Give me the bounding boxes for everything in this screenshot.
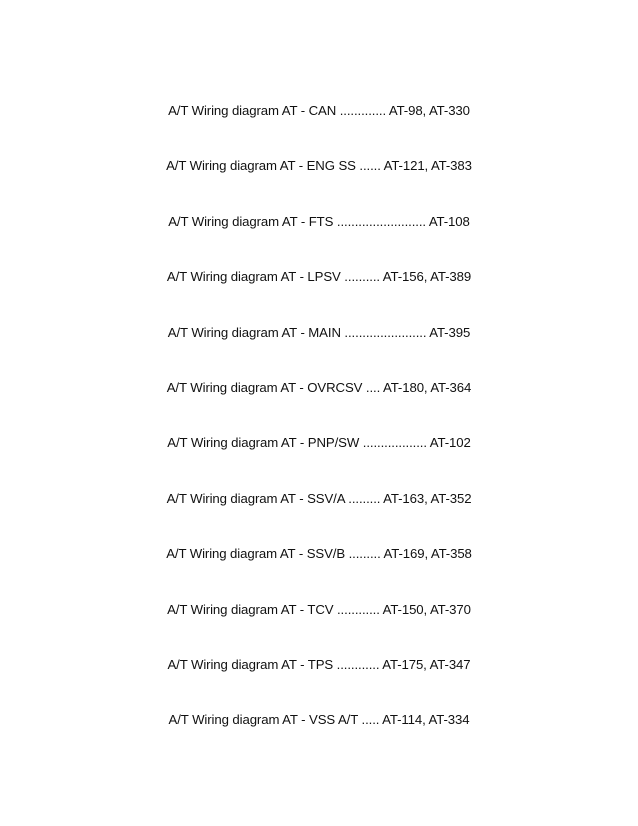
index-entry-ssv-a (0, 488, 638, 543)
index-entry-can (0, 100, 638, 155)
index-entry-text: A/T Wiring diagram AT - ENG SS ...... AT-121, AT-383 (166, 158, 472, 174)
index-list (0, 100, 638, 765)
index-entry-ssv-b (0, 543, 638, 598)
index-entry-text: A/T Wiring diagram AT - FTS ......................... AT-108 (168, 213, 470, 229)
index-entry-text: A/T Wiring diagram AT - OVRCSV .... AT-180, AT-364 (166, 379, 472, 395)
index-entry-text: A/T Wiring diagram AT - LPSV .......... AT-156, AT-389 (166, 269, 472, 285)
index-entry-text: A/T Wiring diagram AT - VSS A/T ..... AT-114, AT-334 (168, 712, 470, 728)
index-entry-text: A/T Wiring diagram AT - TCV ............ AT-150, AT-370 (167, 601, 471, 617)
index-entry-text: A/T Wiring diagram AT - MAIN ....................... AT-395 (167, 324, 471, 340)
index-entry-main (0, 322, 638, 377)
index-entry-text: A/T Wiring diagram AT - CAN ............. AT-98, AT-330 (168, 103, 470, 118)
index-entry-pnp-sw (0, 432, 638, 487)
index-entry-text: A/T Wiring diagram AT - TPS ............ AT-175, AT-347 (167, 656, 471, 672)
index-entry-lpsv (0, 266, 638, 321)
index-entry-ovrcsv (0, 377, 638, 432)
index-entry-text: A/T Wiring diagram AT - PNP/SW .................. AT-102 (167, 435, 471, 451)
index-entry-fts (0, 211, 638, 266)
index-entry-tps (0, 654, 638, 709)
index-entry-tcv (0, 599, 638, 654)
index-entry-vss-at (0, 709, 638, 764)
index-entry-text: A/T Wiring diagram AT - SSV/A ......... AT-163, AT-352 (166, 490, 472, 506)
index-entry-eng-ss (0, 155, 638, 210)
index-entry-text: A/T Wiring diagram AT - SSV/B ......... AT-169, AT-358 (166, 546, 472, 562)
